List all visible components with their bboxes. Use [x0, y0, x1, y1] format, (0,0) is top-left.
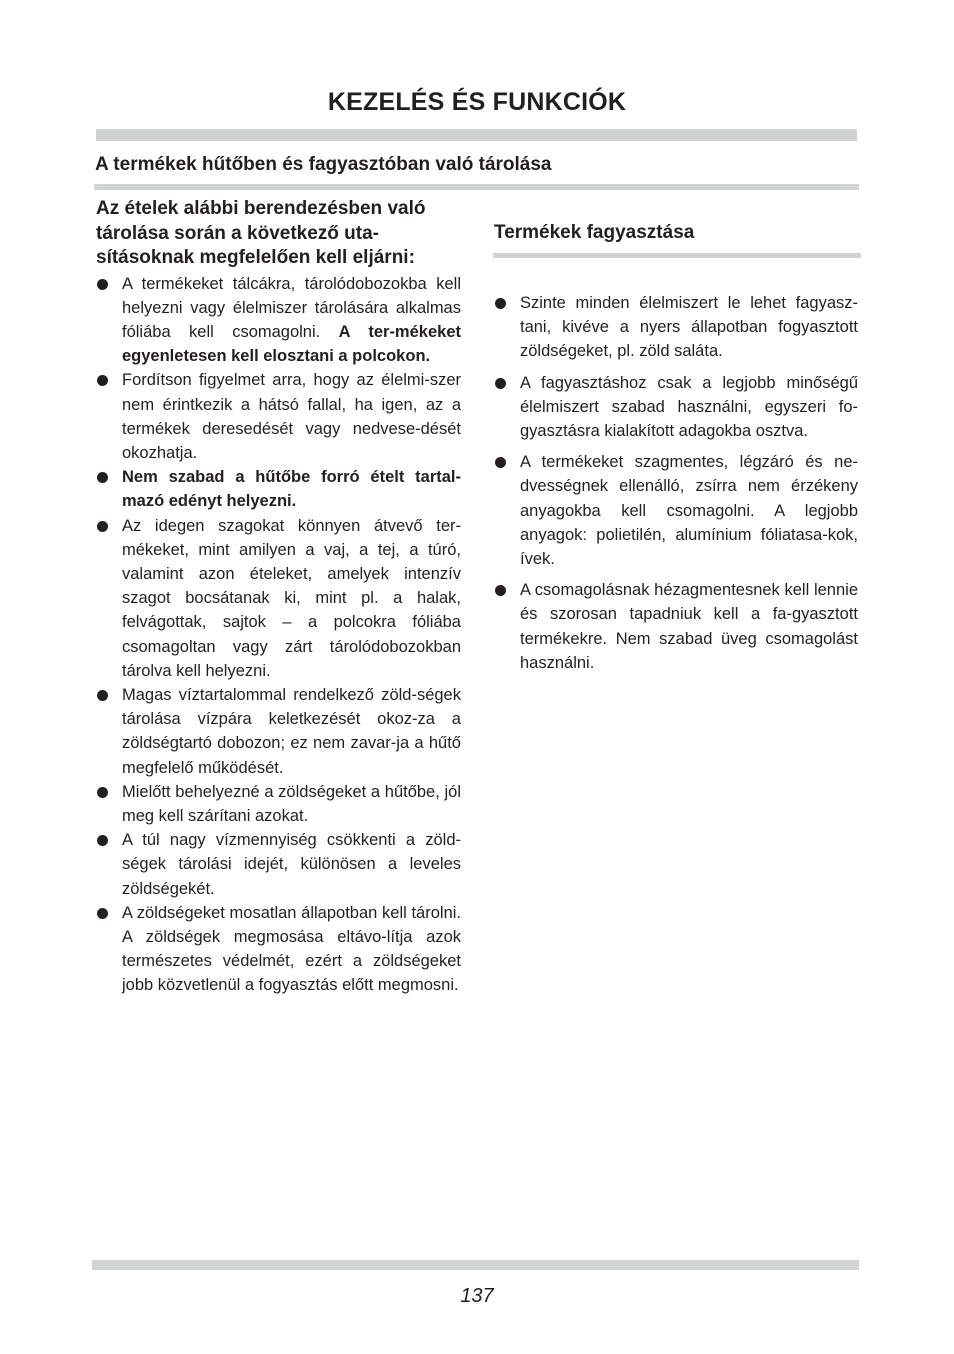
list-item-text: A túl nagy vízmennyiség csökkenti a zöld-ségek tárolási idejét, különösen a leveles zöldségekét.	[122, 831, 461, 898]
list-item-text: Szinte minden élelmiszert le lehet fagyasz-tani, kivéve a nyers állapotban fogyasztott zöldségeket, pl. zöld saláta.	[520, 294, 858, 361]
bullet-icon	[97, 787, 108, 798]
bullet-icon	[495, 585, 506, 596]
list-item-text: A csomagolásnak hézagmentesnek kell lennie és szorosan tapadniuk kell a fa-gyasztott termékekre. Nem szabad üveg csomagolást használni.	[520, 581, 858, 672]
list-item	[494, 450, 858, 571]
section-divider	[94, 184, 859, 190]
freezing-list	[494, 291, 858, 675]
list-item	[96, 368, 461, 465]
list-item	[96, 901, 461, 998]
list-item-text: A termékeket szagmentes, légzáró és ne-dvességnek ellenálló, zsírra nem érzékeny anyagokba kell csomagolni. A legjobb anyagok: polietilén, alumínium fóliatasa-kok, ívek.	[520, 453, 858, 569]
section-title: A termékek hűtőben és fagyasztóban való tárolása	[95, 154, 552, 175]
bullet-icon	[97, 908, 108, 919]
list-item	[96, 683, 461, 780]
list-item-emphasis: A ter-mékeket egyenletesen kell elosztani a polcokon.	[122, 322, 461, 366]
list-item	[494, 578, 858, 675]
storage-instructions-list	[96, 272, 461, 998]
footer-divider	[92, 1260, 859, 1270]
list-item-text: Az idegen szagokat könnyen átvevő ter-mékeket, mint amilyen a vaj, a tej, a túró, valamint azon ételeket, amelyek intenzív szagot bocsátanak ki, mint pl. a halak, felvágottak, sajtok – a polcokra fóliába csomagoltan vagy zárt tárolódobozokban tárolva kell helyezni.	[122, 516, 461, 680]
list-item-text: A fagyasztáshoz csak a legjobb minőségű élelmiszert szabad használni, egyszeri fo-gyasztásra kialakított adagokba osztva.	[520, 373, 858, 441]
freezing-title: Termékek fagyasztása	[494, 222, 695, 243]
bullet-icon	[97, 690, 108, 701]
list-item	[494, 291, 858, 364]
list-item	[96, 780, 461, 828]
freezing-divider	[493, 253, 861, 258]
list-item-text: A termékeket tálcákra, tárolódobozokba kell helyezni vagy élelmiszer tárolására alkalmas fóliába kell csomagolni.	[122, 274, 461, 341]
freezing-column	[494, 222, 858, 682]
list-item-text: A zöldségeket mosatlan állapotban kell tárolni. A zöldségek megmosása eltávo-lítja azok természetes védelmét, ezért a zöldségeket jobb közvetlenül a fogyasztás előtt megmosni.	[122, 903, 461, 995]
list-item	[494, 371, 858, 444]
list-item	[96, 828, 461, 901]
list-item-text: Magas víztartalommal rendelkező zöld-ségek tárolása vízpára keletkezését okoz-za a zöldségtartó dobozon; ez nem zavar-ja a hűtő megfelelő működését.	[122, 685, 461, 777]
bullet-icon	[97, 472, 108, 483]
list-item	[96, 465, 461, 513]
instructions-intro: Az ételek alábbi berendezésben való tárolása során a következő uta-sításoknak megfelelően kell eljárni:	[96, 198, 426, 268]
page-title: KEZELÉS ÉS FUNKCIÓK	[327, 88, 627, 116]
header-divider	[96, 129, 857, 141]
page-number: 137	[460, 1285, 494, 1307]
list-item-emphasis: Nem szabad a hűtőbe forró ételt tartal-mazó edényt helyezni.	[122, 468, 461, 511]
list-item	[96, 514, 461, 683]
bullet-icon	[495, 378, 506, 389]
bullet-icon	[495, 457, 506, 468]
list-item-text: Fordítson figyelmet arra, hogy az élelmi-szer nem érintkezik a hátsó fallal, ha igen, az a termékek deresedését vagy nedvese-dését okozhatja.	[122, 371, 461, 462]
bullet-icon	[97, 835, 108, 846]
bullet-icon	[97, 375, 108, 386]
bullet-icon	[97, 279, 108, 290]
bullet-icon	[495, 298, 506, 309]
bullet-icon	[97, 521, 108, 532]
list-item	[96, 272, 461, 369]
list-item-text: Mielőtt behelyezné a zöldségeket a hűtőbe, jól meg kell szárítani azokat.	[122, 782, 461, 825]
storage-instructions-column	[96, 197, 461, 998]
